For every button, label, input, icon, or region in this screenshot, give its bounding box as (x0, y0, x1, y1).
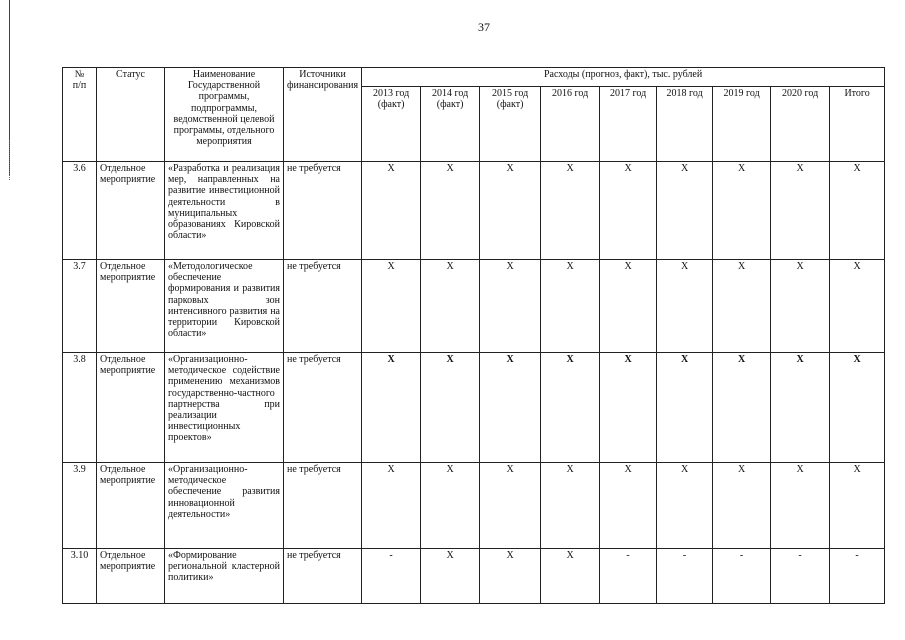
row-value: X (713, 353, 771, 463)
row-value: X (713, 162, 771, 260)
row-value: X (830, 260, 885, 353)
row-value: X (771, 353, 830, 463)
row-value: X (480, 260, 541, 353)
row-value: X (771, 260, 830, 353)
row-value: X (541, 260, 600, 353)
table-row (63, 260, 885, 353)
row-value: X (713, 260, 771, 353)
expenses-table (62, 67, 885, 604)
row-value: - (600, 549, 657, 604)
row-status: Отдельное мероприятие (97, 162, 165, 260)
row-value: X (362, 353, 421, 463)
header-year: 2019 год (713, 87, 771, 162)
row-number: 3.8 (63, 353, 97, 463)
row-value: X (830, 162, 885, 260)
header-year: 2015 год (факт) (480, 87, 541, 162)
row-value: X (541, 162, 600, 260)
row-value: X (713, 463, 771, 549)
left-margin-dots (9, 140, 11, 180)
header-year: 2014 год (факт) (421, 87, 480, 162)
row-value: X (771, 162, 830, 260)
table-row (63, 463, 885, 549)
header-row-top (63, 68, 885, 87)
row-source: не требуется (284, 549, 362, 604)
row-value: X (421, 162, 480, 260)
row-value: - (362, 549, 421, 604)
row-source: не требуется (284, 463, 362, 549)
row-value: X (830, 353, 885, 463)
row-source: не требуется (284, 260, 362, 353)
table-row (63, 549, 885, 604)
row-source: не требуется (284, 162, 362, 260)
header-year: 2017 год (600, 87, 657, 162)
row-value: X (600, 353, 657, 463)
row-value: X (480, 549, 541, 604)
header-year: 2016 год (541, 87, 600, 162)
page-number: 37 (478, 20, 490, 34)
header-name: Наименование Государственной программы, подпрограммы, ведомственной целевой программы, отдельного мероприятия (165, 68, 284, 162)
header-year: 2018 год (657, 87, 713, 162)
row-status: Отдельное мероприятие (97, 463, 165, 549)
row-value: X (480, 162, 541, 260)
row-value: X (421, 463, 480, 549)
row-value: X (600, 260, 657, 353)
header-expenses: Расходы (прогноз, факт), тыс. рублей (362, 68, 885, 87)
row-value: - (713, 549, 771, 604)
row-source: не требуется (284, 353, 362, 463)
row-value: X (657, 260, 713, 353)
row-status: Отдельное мероприятие (97, 353, 165, 463)
row-name: «Методологическое обеспечение формирования и развития парковых зон интенсивного развития на территории Кировской области» (165, 260, 284, 353)
row-value: X (771, 463, 830, 549)
row-value: X (362, 162, 421, 260)
header-year: Итого (830, 87, 885, 162)
row-status: Отдельное мероприятие (97, 549, 165, 604)
header-number: № п/п (63, 68, 97, 162)
row-value: X (421, 549, 480, 604)
row-name: «Организационно-методическое обеспечение развития инновационной деятельности» (165, 463, 284, 549)
row-name: «Формирование региональной кластерной политики» (165, 549, 284, 604)
row-number: 3.9 (63, 463, 97, 549)
row-value: X (541, 463, 600, 549)
header-year: 2020 год (771, 87, 830, 162)
row-value: X (480, 353, 541, 463)
row-value: X (657, 463, 713, 549)
row-value: - (771, 549, 830, 604)
row-number: 3.6 (63, 162, 97, 260)
row-value: X (480, 463, 541, 549)
row-value: - (657, 549, 713, 604)
row-value: X (600, 162, 657, 260)
row-value: X (362, 260, 421, 353)
row-value: X (657, 162, 713, 260)
header-source: Источники финансирования (284, 68, 362, 162)
row-value: X (830, 463, 885, 549)
row-value: X (421, 353, 480, 463)
row-name: «Разработка и реализация мер, направленных на развитие инвестиционной деятельности в муниципальных образованиях Кировской области» (165, 162, 284, 260)
row-value: X (362, 463, 421, 549)
row-value: X (421, 260, 480, 353)
header-year: 2013 год (факт) (362, 87, 421, 162)
row-value: - (830, 549, 885, 604)
row-status: Отдельное мероприятие (97, 260, 165, 353)
row-number: 3.7 (63, 260, 97, 353)
table-row (63, 353, 885, 463)
header-status: Статус (97, 68, 165, 162)
row-name: «Организационно-методическое содействие применению механизмов государственно-частного партнерства при реализации инвестиционных проектов» (165, 353, 284, 463)
row-value: X (657, 353, 713, 463)
row-value: X (541, 549, 600, 604)
row-value: X (600, 463, 657, 549)
row-number: 3.10 (63, 549, 97, 604)
row-value: X (541, 353, 600, 463)
table-body (63, 162, 885, 604)
table-row (63, 162, 885, 260)
